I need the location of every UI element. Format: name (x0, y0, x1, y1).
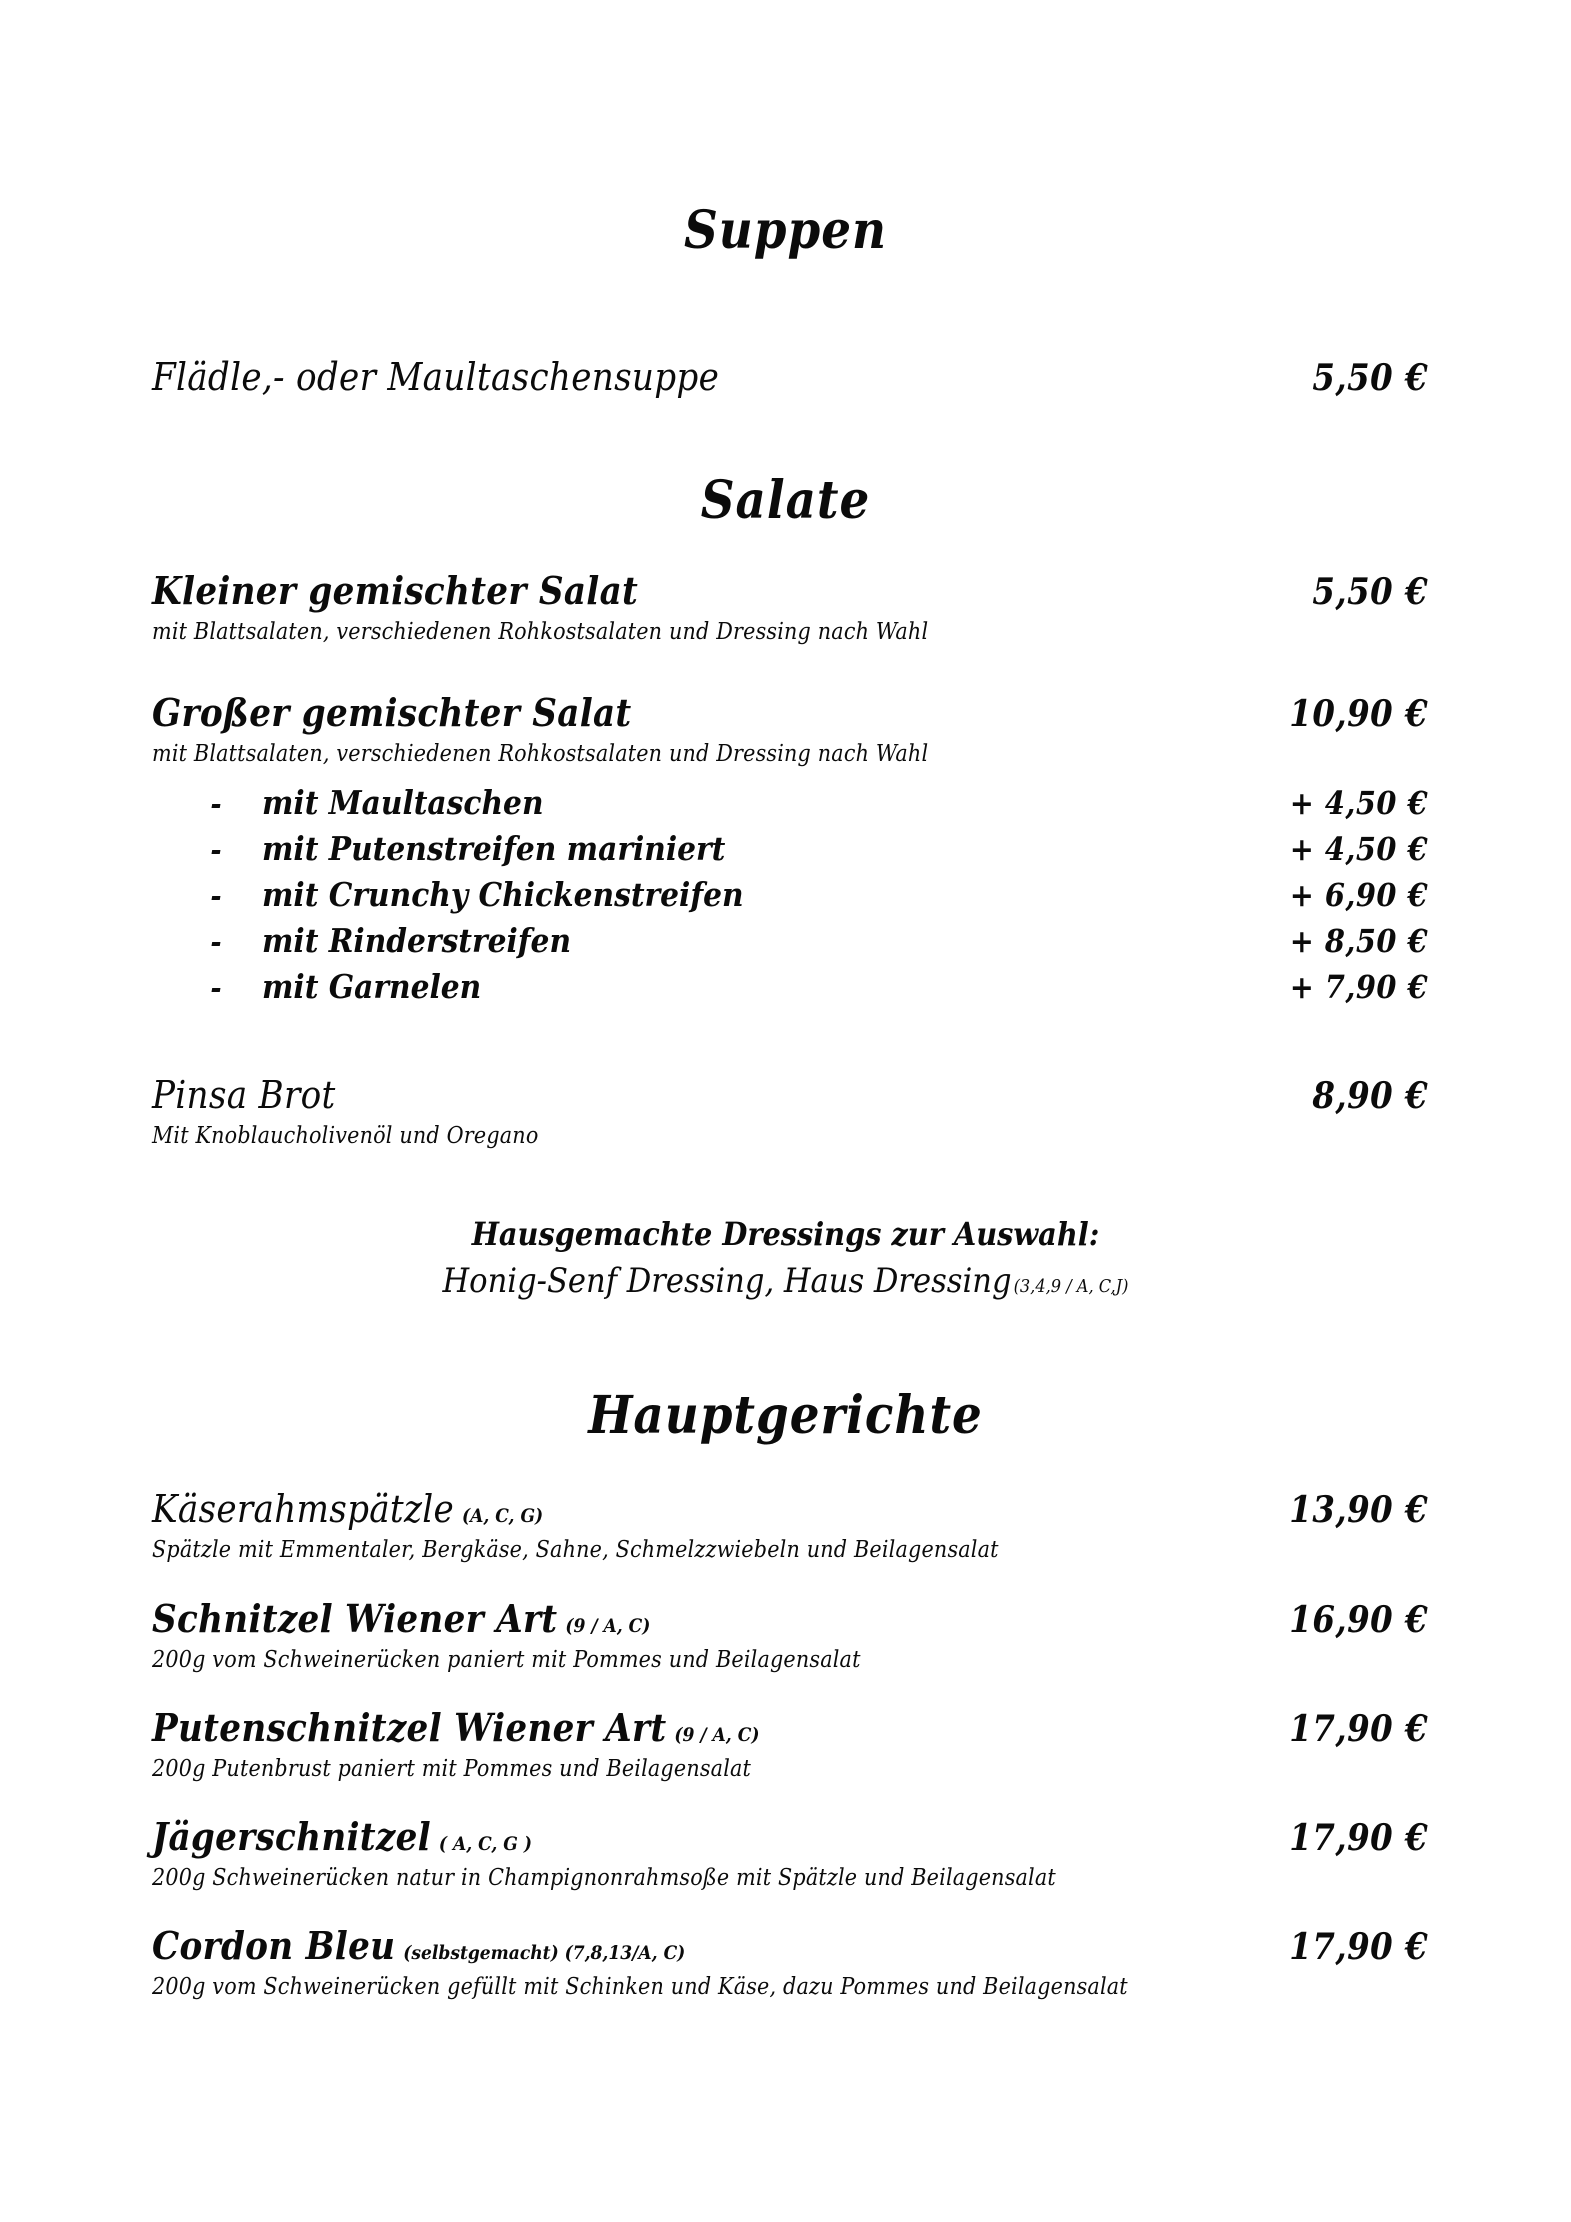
item-description: 200g vom Schweinerücken gefüllt mit Schinken und Käse, dazu Pommes und Beilagensalat (152, 1974, 1128, 2000)
item-description: Spätzle mit Emmentaler, Bergkäse, Sahne, Schmelzzwiebeln und Beilagensalat (152, 1537, 999, 1563)
item-name: Pinsa Brot (152, 1073, 336, 1117)
item-description: 200g Schweinerücken natur in Champignonrahmsoße mit Spätzle und Beilagensalat (152, 1865, 1056, 1891)
extra-option (152, 783, 1428, 822)
item-name: Putenschnitzel Wiener Art (152, 1705, 667, 1750)
dressings-options-line (0, 1261, 1571, 1301)
extra-price: + 4,50 € (1289, 784, 1428, 822)
dressings-note (0, 1215, 1571, 1301)
extra-label: mit Maultaschen (262, 783, 544, 822)
menu-item (152, 1073, 1428, 1149)
extra-option (152, 829, 1428, 868)
item-name: Jägerschnitzel (152, 1814, 431, 1859)
item-name: Käserahmspätzle (152, 1487, 455, 1531)
item-allergens: ( A, C, G ) (438, 1833, 532, 1855)
item-name: Großer gemischter Salat (152, 690, 632, 735)
menu-item (152, 355, 1428, 399)
extra-price: + 6,90 € (1289, 876, 1428, 914)
dash-bullet: - (210, 833, 222, 868)
section-title-hauptgerichte: Hauptgerichte (588, 1385, 983, 1446)
dressings-options: Honig-Senf Dressing, Haus Dressing (442, 1261, 1012, 1301)
item-price: 17,90 € (1289, 1926, 1428, 1968)
dressings-title: Hausgemachte Dressings zur Auswahl: (471, 1215, 1100, 1253)
item-allergens: (selbstgemacht) (7,8,13/A, C) (403, 1942, 686, 1964)
item-description: mit Blattsalaten, verschiedenen Rohkostsalaten und Dressing nach Wahl (152, 741, 929, 767)
extra-label: mit Putenstreifen mariniert (262, 829, 726, 868)
item-price: 5,50 € (1312, 357, 1428, 399)
item-name: Schnitzel Wiener Art (152, 1596, 558, 1641)
menu-item (152, 1705, 1428, 1782)
extra-option (152, 967, 1428, 1006)
dash-bullet: - (210, 879, 222, 914)
extra-label: mit Garnelen (262, 967, 482, 1006)
item-allergens: (9 / A, C) (565, 1615, 651, 1637)
item-description: 200g vom Schweinerücken paniert mit Pommes und Beilagensalat (152, 1647, 861, 1673)
section-title-salate: Salate (700, 470, 871, 531)
item-description: mit Blattsalaten, verschiedenen Rohkostsalaten und Dressing nach Wahl (152, 619, 929, 645)
extra-option (152, 875, 1428, 914)
item-name: Kleiner gemischter Salat (152, 568, 639, 613)
extra-price: + 8,50 € (1289, 922, 1428, 960)
item-description: 200g Putenbrust paniert mit Pommes und Beilagensalat (152, 1756, 752, 1782)
extra-price: + 7,90 € (1289, 968, 1428, 1006)
menu-item (152, 690, 1428, 767)
item-price: 8,90 € (1312, 1075, 1428, 1117)
extra-option (152, 921, 1428, 960)
menu-item (152, 568, 1428, 645)
item-allergens: (A, C, G) (462, 1505, 544, 1527)
extra-label: mit Rinderstreifen (262, 921, 572, 960)
extra-price: + 4,50 € (1289, 830, 1428, 868)
item-price: 16,90 € (1289, 1599, 1428, 1641)
menu-item (152, 1814, 1428, 1891)
item-name: Flädle,- oder Maultaschensuppe (152, 355, 720, 399)
item-description: Mit Knoblaucholivenöl und Oregano (152, 1123, 539, 1149)
item-price: 10,90 € (1289, 693, 1428, 735)
menu-item (152, 1923, 1428, 2000)
item-price: 5,50 € (1312, 571, 1428, 613)
menu-item (152, 1487, 1428, 1563)
item-price: 17,90 € (1289, 1817, 1428, 1859)
item-price: 13,90 € (1289, 1489, 1428, 1531)
item-allergens: (9 / A, C) (674, 1724, 760, 1746)
dressings-allergens: (3,4,9 / A, C,J) (1013, 1276, 1129, 1297)
item-price: 17,90 € (1289, 1708, 1428, 1750)
dash-bullet: - (210, 971, 222, 1006)
dash-bullet: - (210, 787, 222, 822)
section-title-suppen: Suppen (683, 200, 887, 261)
menu-item (152, 1596, 1428, 1673)
item-name: Cordon Bleu (152, 1923, 396, 1968)
dash-bullet: - (210, 925, 222, 960)
extra-label: mit Crunchy Chickenstreifen (262, 875, 744, 914)
